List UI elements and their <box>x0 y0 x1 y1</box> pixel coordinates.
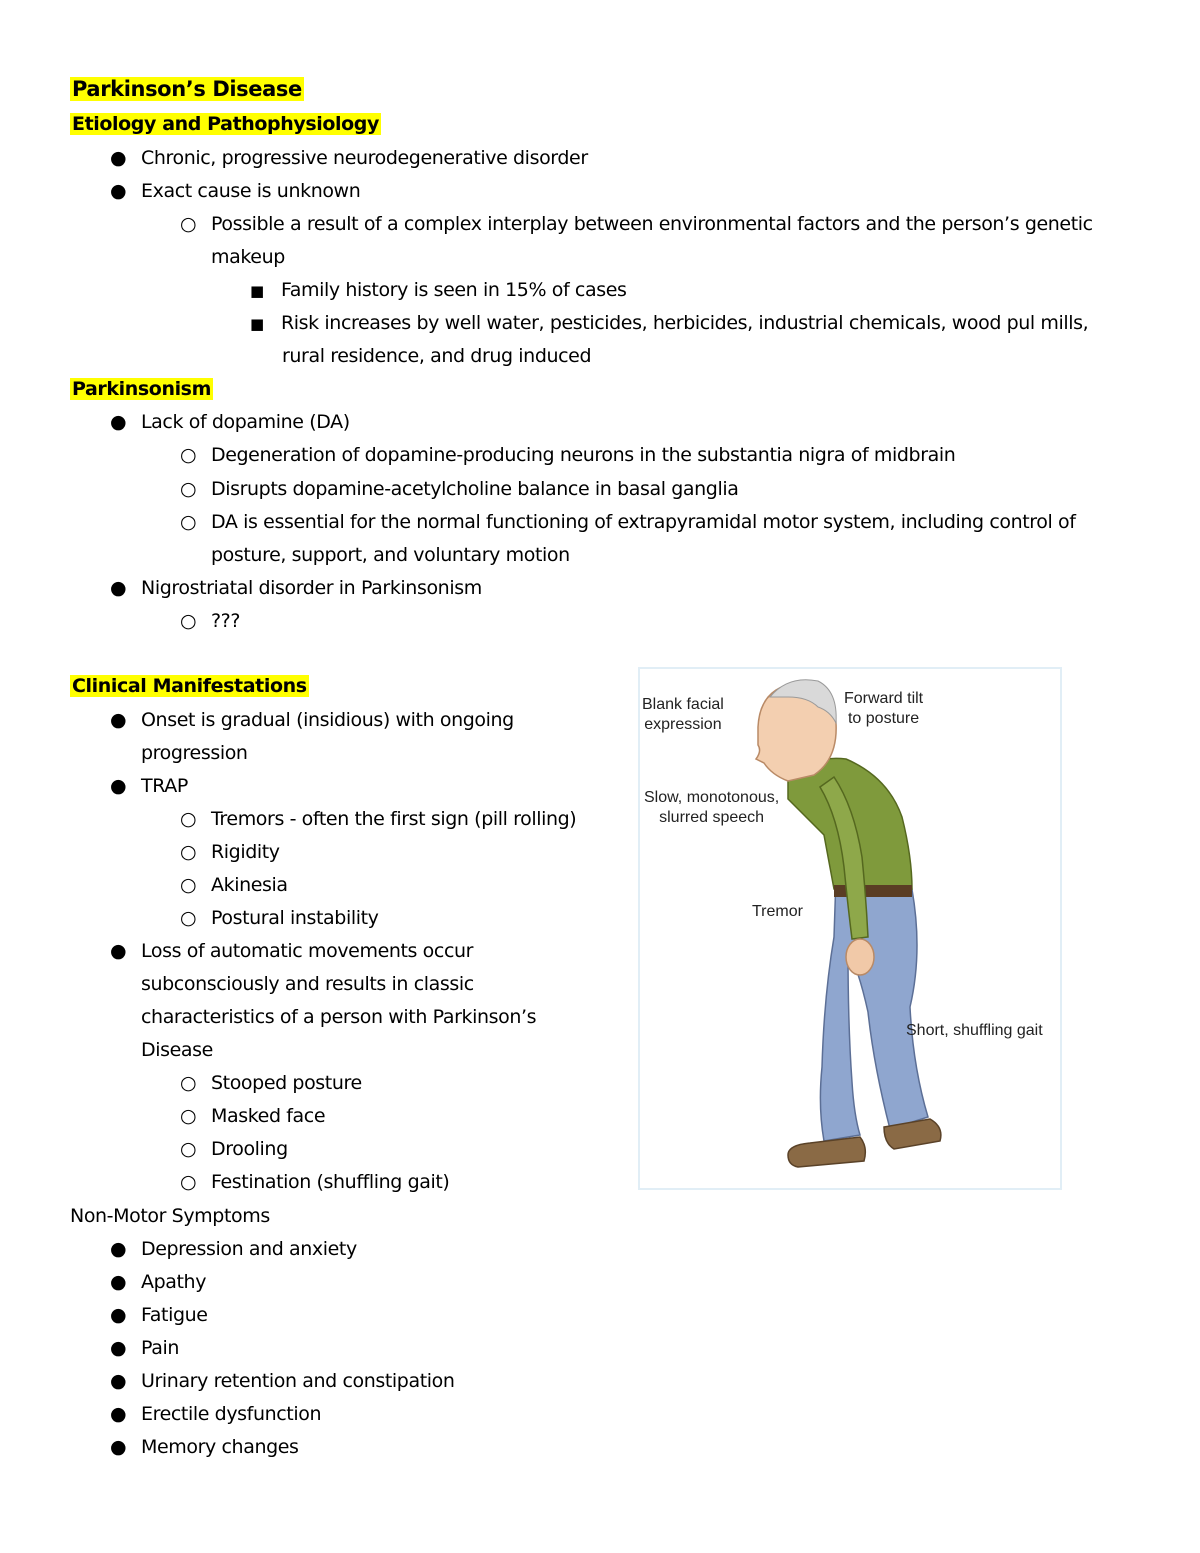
list-item-continuation: rural residence, and drug induced <box>282 345 592 367</box>
caption-tremor: Tremor <box>752 903 803 920</box>
list-item: ○ Festination (shuffling gait) <box>180 1171 450 1193</box>
list-item: ○ Disrupts dopamine-acetylcholine balance in basal ganglia <box>180 478 739 500</box>
list-item-continuation: progression <box>141 742 248 764</box>
list-item: ● Depression and anxiety <box>110 1238 357 1260</box>
list-item: ● Memory changes <box>110 1436 299 1458</box>
list-item-continuation: Disease <box>141 1039 213 1061</box>
list-item: ○ Possible a result of a complex interplay between environmental factors and the person’s genetic <box>180 213 1093 235</box>
heading-non-motor-symptoms: Non-Motor Symptoms <box>70 1205 270 1227</box>
list-item-continuation: makeup <box>211 246 285 268</box>
caption-forward-tilt: Forward tilt to posture <box>844 690 924 727</box>
caption-speech: Slow, monotonous, slurred speech <box>644 789 780 826</box>
list-item: ● Exact cause is unknown <box>110 180 361 202</box>
list-item: ○ ??? <box>180 610 241 632</box>
list-item: ● Nigrostriatal disorder in Parkinsonism <box>110 577 482 599</box>
list-item-continuation: subconsciously and results in classic <box>141 973 474 995</box>
heading-parkinsonism: Parkinsonism <box>72 378 211 400</box>
list-item: ● Loss of automatic movements occur <box>110 940 474 962</box>
list-item: ○ Tremors - often the first sign (pill rolling) <box>180 808 577 830</box>
list-item: ○ Postural instability <box>180 907 379 929</box>
document-title: Parkinson’s Disease <box>72 77 302 101</box>
list-item: ● Onset is gradual (insidious) with ongoing <box>110 709 514 731</box>
list-item: ■ Risk increases by well water, pesticides, herbicides, industrial chemicals, wood pul mills, <box>250 312 1089 334</box>
list-item: ● Pain <box>110 1337 179 1359</box>
list-item: ● Apathy <box>110 1271 207 1293</box>
list-item: ○ Degeneration of dopamine-producing neurons in the substantia nigra of midbrain <box>180 444 956 466</box>
list-item: ■ Family history is seen in 15% of cases <box>250 279 627 301</box>
caption-blank-face: Blank facial expression <box>642 696 724 733</box>
list-item: ○ DA is essential for the normal functioning of extrapyramidal motor system, including control of <box>180 511 1076 533</box>
list-item: ● Chronic, progressive neurodegenerative disorder <box>110 147 588 169</box>
list-item: ○ Drooling <box>180 1138 288 1160</box>
list-item-continuation: posture, support, and voluntary motion <box>211 544 570 566</box>
list-item: ● Urinary retention and constipation <box>110 1370 455 1392</box>
stooped-man-drawing <box>638 667 1062 1190</box>
list-item-continuation: characteristics of a person with Parkinson’s <box>141 1006 537 1028</box>
list-item: ● Fatigue <box>110 1304 208 1326</box>
list-item: ● TRAP <box>110 775 188 797</box>
list-item: ○ Akinesia <box>180 874 288 896</box>
heading-clinical-manifestations: Clinical Manifestations <box>72 675 307 697</box>
list-item: ● Lack of dopamine (DA) <box>110 411 350 433</box>
hand-shape <box>846 939 874 975</box>
list-item: ○ Masked face <box>180 1105 326 1127</box>
caption-gait: Short, shuffling gait <box>906 1022 1043 1039</box>
heading-etiology: Etiology and Pathophysiology <box>72 113 379 135</box>
parkinson-illustration <box>638 667 1062 1190</box>
list-item: ● Erectile dysfunction <box>110 1403 322 1425</box>
list-item: ○ Rigidity <box>180 841 280 863</box>
list-item: ○ Stooped posture <box>180 1072 362 1094</box>
